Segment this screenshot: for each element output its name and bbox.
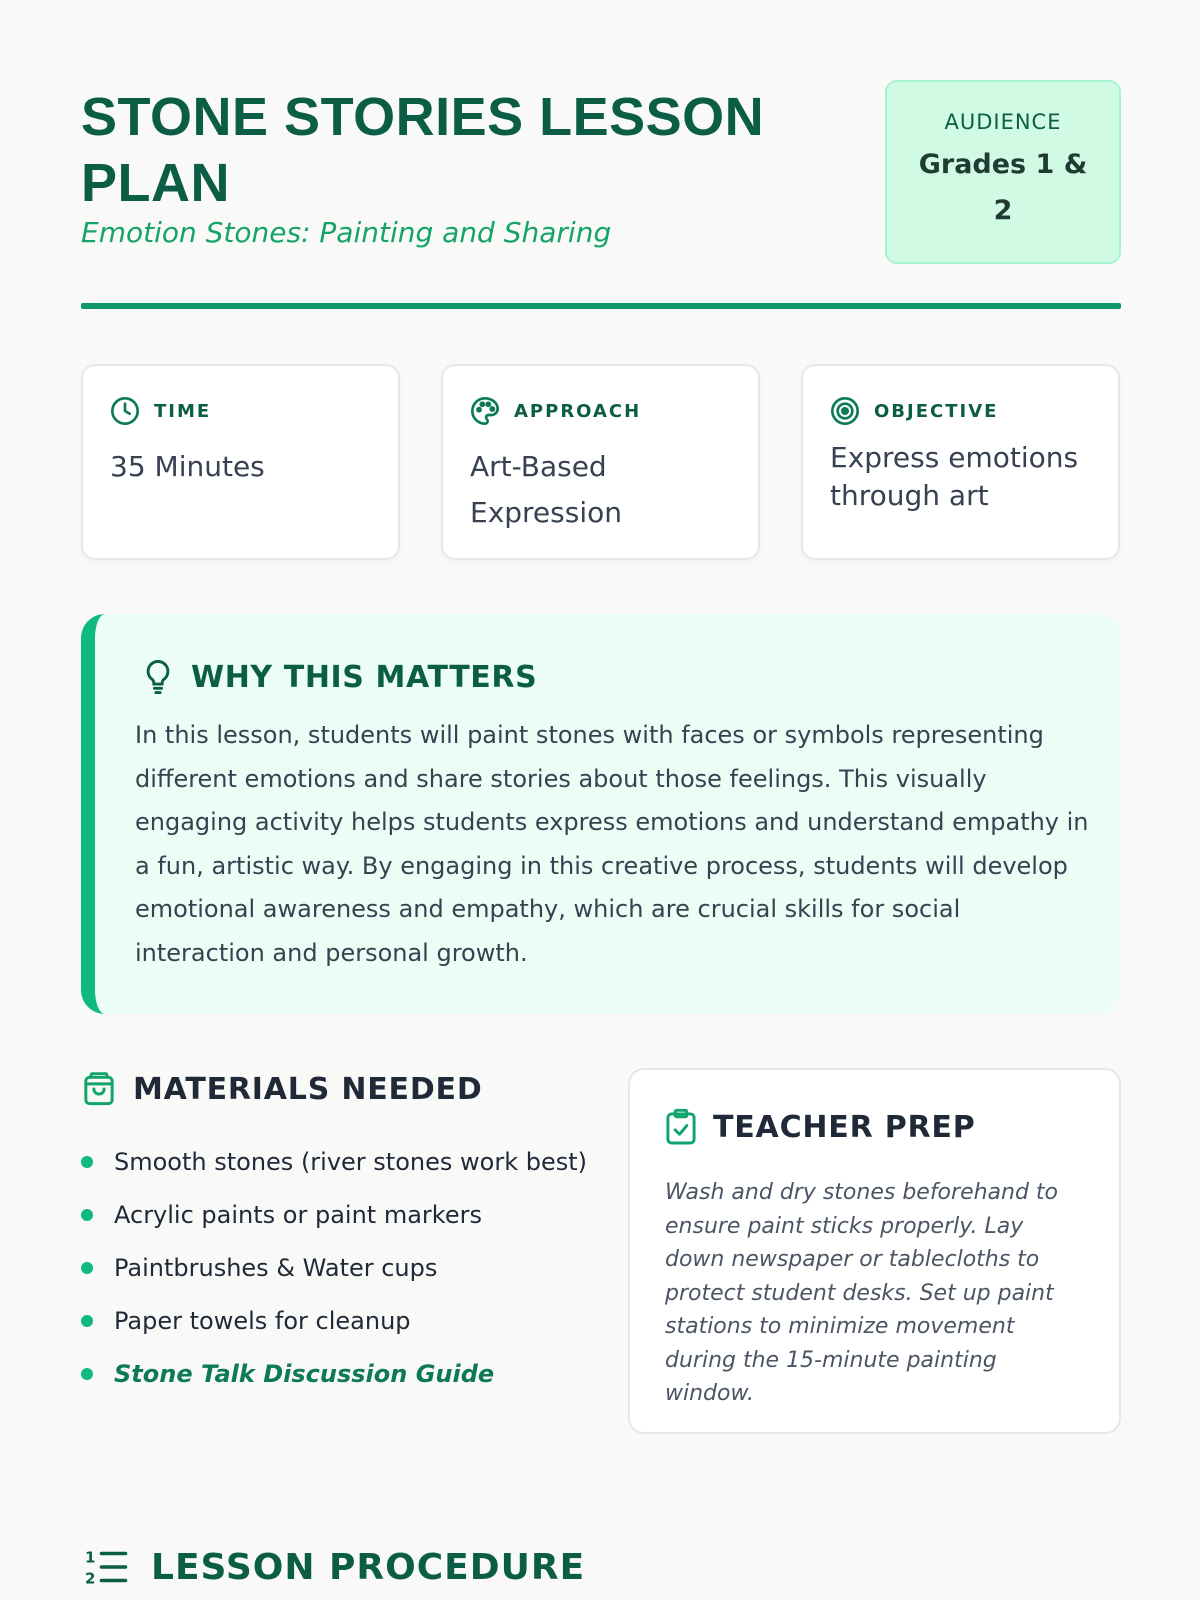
approach-card [441, 364, 760, 560]
approach-value: Art-Based Expression [470, 450, 622, 529]
list-item: Paper towels for cleanup [81, 1301, 601, 1341]
time-value: 35 Minutes [110, 450, 265, 483]
approach-label: APPROACH [514, 400, 642, 422]
palette-icon [469, 395, 501, 427]
audience-value: Grades 1 & 2 [918, 149, 1088, 226]
procedure-title: LESSON PROCEDURE [151, 1546, 586, 1588]
time-card [81, 364, 400, 560]
list-item: Smooth stones (river stones work best) [81, 1142, 601, 1182]
svg-text:2: 2 [85, 1569, 96, 1588]
discussion-guide-link[interactable]: Stone Talk Discussion Guide [81, 1354, 601, 1394]
header [81, 80, 1121, 270]
audience-label: AUDIENCE [944, 110, 1062, 134]
objective-value: Express emotions through art [830, 441, 1079, 512]
numbered-list-icon [83, 1546, 129, 1588]
lesson-procedure-heading [83, 1546, 585, 1588]
teacher-prep-title: TEACHER PREP [713, 1109, 976, 1145]
info-cards [81, 364, 1121, 560]
shopping-bag-icon [81, 1070, 117, 1108]
page-subtitle: Emotion Stones: Painting and Sharing [81, 216, 612, 249]
why-text: In this lesson, students will paint stones with faces or symbols representing different emotions and share stories about those feelings. This visually engaging activity helps students express emotions and understand empathy in a fun, artistic way. By engaging in this creative process, students will develop emotional awareness and empathy, which are crucial skills for social interaction and personal growth. [135, 721, 1089, 967]
svg-text:1: 1 [85, 1548, 96, 1567]
lightbulb-icon [141, 658, 175, 696]
time-label: TIME [154, 400, 212, 422]
objective-card [801, 364, 1120, 560]
teacher-prep-text: Wash and dry stones beforehand to ensure paint sticks properly. Lay down newspaper or tablecloths to protect student desks. Set up paint stations to minimize movement during the 15-minute painting window. [665, 1180, 1059, 1406]
why-title: WHY THIS MATTERS [191, 659, 538, 695]
teacher-prep-card [628, 1068, 1121, 1434]
target-icon [829, 395, 861, 427]
materials-list [81, 1142, 601, 1407]
why-this-matters-section [81, 614, 1121, 1014]
list-item: Acrylic paints or paint markers [81, 1195, 601, 1235]
materials-title: MATERIALS NEEDED [133, 1071, 483, 1107]
objective-label: OBJECTIVE [874, 400, 999, 422]
clipboard-check-icon [665, 1108, 697, 1146]
lesson-plan-page [81, 0, 1121, 1600]
audience-badge [885, 80, 1121, 264]
list-item: Paintbrushes & Water cups [81, 1248, 601, 1288]
page-title: STONE STORIES LESSON PLAN [81, 87, 765, 213]
clock-icon [109, 395, 141, 427]
materials-section [81, 1070, 601, 1450]
header-divider [81, 303, 1121, 309]
